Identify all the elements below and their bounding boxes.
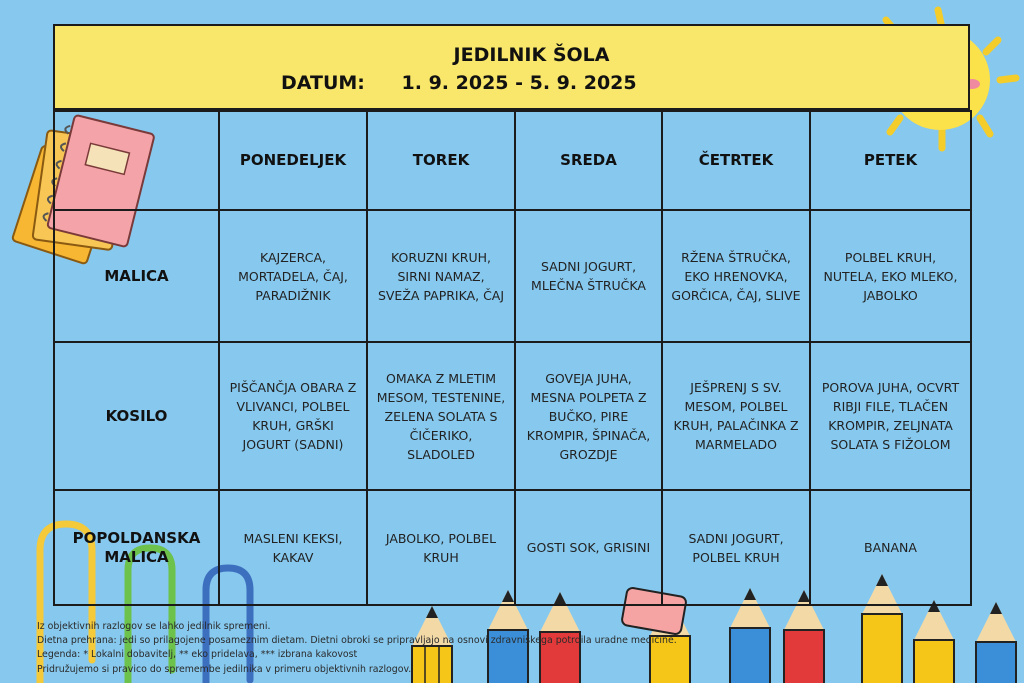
menu-cell: RŽENA ŠTRUČKA, EKO HRENOVKA, GORČICA, ČAJ, SLIVE	[662, 210, 810, 342]
menu-cell: GOSTI SOK, GRISINI	[515, 490, 662, 605]
day-header: PETEK	[810, 111, 971, 210]
day-header: TOREK	[367, 111, 515, 210]
date-label: DATUM:	[281, 72, 365, 94]
meal-label: KOSILO	[54, 342, 219, 490]
footnote-line: Dietna prehrana: jedi so prilagojene posameznim dietam. Dietni obroki se pripravljajo na osnovi zdravniškega potrdila uradne medicine.	[37, 635, 677, 647]
meal-label: POPOLDANSKA MALICA	[54, 490, 219, 605]
table-header-row	[54, 111, 971, 210]
menu-cell: POLBEL KRUH, NUTELA, EKO MLEKO, JABOLKO	[810, 210, 971, 342]
menu-cell: GOVEJA JUHA, MESNA POLPETA Z BUČKO, PIRE KROMPIR, ŠPINAČA, GROZDJE	[515, 342, 662, 490]
menu-cell: JEŠPRENJ S SV. MESOM, POLBEL KRUH, PALAČINKA Z MARMELADO	[662, 342, 810, 490]
meal-label: MALICA	[54, 210, 219, 342]
footnote-line: Legenda: * Lokalni dobavitelj, ** eko pridelava, *** izbrana kakovost	[37, 649, 358, 661]
menu-table	[53, 110, 972, 606]
table-row	[54, 490, 971, 605]
day-header: SREDA	[515, 111, 662, 210]
menu-cell: BANANA	[810, 490, 971, 605]
menu-cell: SADNI JOGURT, MLEČNA ŠTRUČKA	[515, 210, 662, 342]
menu-cell: POROVA JUHA, OCVRT RIBJI FILE, TLAČEN KROMPIR, ZELJNATA SOLATA S FIŽOLOM	[810, 342, 971, 490]
footnote-line: Iz objektivnih razlogov se lahko jedilnik spremeni.	[37, 621, 271, 632]
menu-cell: KAJZERCA, MORTADELA, ČAJ, PARADIŽNIK	[219, 210, 367, 342]
menu-cell: PIŠČANČJA OBARA Z VLIVANCI, POLBEL KRUH, GRŠKI JOGURT (SADNI)	[219, 342, 367, 490]
day-header: PONEDELJEK	[219, 111, 367, 210]
menu-cell: SADNI JOGURT, POLBEL KRUH	[662, 490, 810, 605]
menu-cell: MASLENI KEKSI, KAKAV	[219, 490, 367, 605]
header-banner	[53, 24, 970, 110]
table-row	[54, 210, 971, 342]
day-header: ČETRTEK	[662, 111, 810, 210]
footnote-line: Pridružujemo si pravico do spremembe jedilnika v primeru objektivnih razlogov.	[37, 663, 412, 675]
page-title: JEDILNIK ŠOLA	[453, 44, 610, 66]
menu-cell: OMAKA Z MLETIM MESOM, TESTENINE, ZELENA SOLATA S ČIČERIKO, SLADOLED	[367, 342, 515, 490]
table-row	[54, 342, 971, 490]
corner-cell	[54, 111, 219, 210]
date-range: 1. 9. 2025 - 5. 9. 2025	[401, 72, 637, 94]
menu-cell: JABOLKO, POLBEL KRUH	[367, 490, 515, 605]
menu-cell: KORUZNI KRUH, SIRNI NAMAZ, SVEŽA PAPRIKA, ČAJ	[367, 210, 515, 342]
footnotes	[37, 620, 677, 677]
date-row	[281, 72, 637, 94]
